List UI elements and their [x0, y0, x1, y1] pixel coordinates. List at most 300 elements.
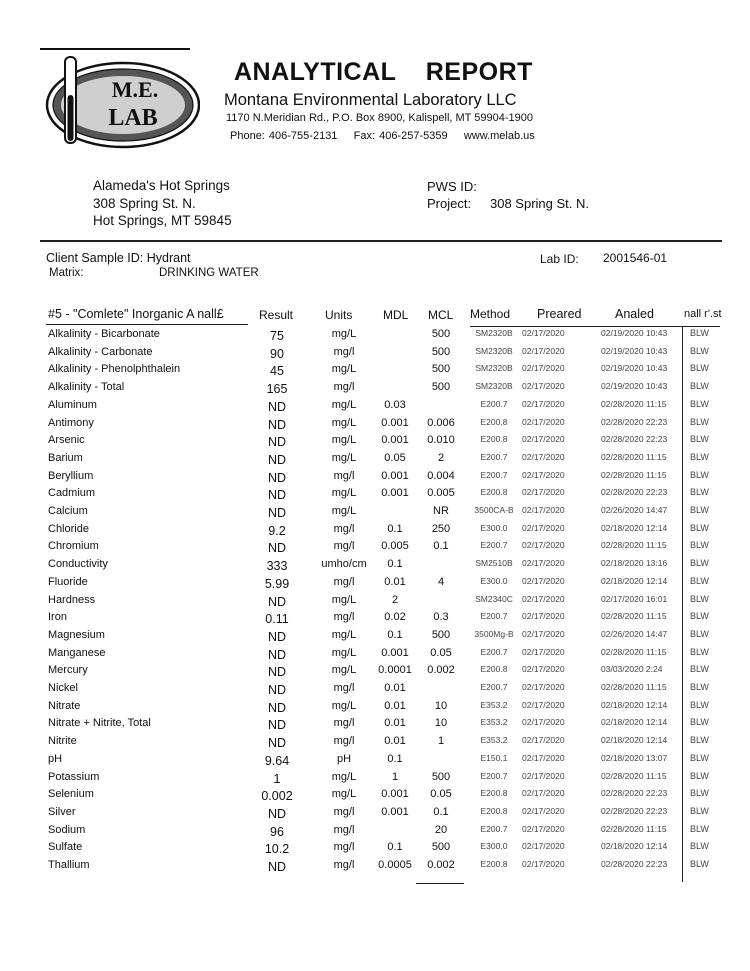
- header-underline: [46, 324, 248, 325]
- prepared-date: 02/17/2020: [522, 434, 565, 445]
- units-value: mg/L: [331, 593, 357, 606]
- result-value: ND: [267, 629, 287, 644]
- units-value: mg/l: [333, 540, 355, 553]
- analyzed-date: 02/26/2020 14:47: [601, 505, 668, 515]
- melab-logo: [38, 55, 200, 150]
- table-row: [0, 858, 750, 876]
- client-sample-id: [46, 251, 191, 265]
- analyte-name: Sodium: [48, 823, 86, 836]
- mcl-value: 0.3: [433, 611, 449, 624]
- analyzed-date: 02/18/2020 12:14: [601, 522, 668, 533]
- analyst-initials: BLW: [690, 540, 709, 551]
- table-row: [0, 752, 750, 770]
- analyzed-date: 02/19/2020 10:43: [601, 381, 668, 392]
- prepared-date: 02/17/2020: [522, 487, 565, 498]
- prepared-date: 02/17/2020: [522, 682, 565, 692]
- mcl-value: 500: [431, 363, 451, 376]
- units-value: mg/L: [331, 434, 357, 447]
- units-value: mg/L: [331, 664, 357, 677]
- analyst-initials: BLW: [690, 841, 709, 852]
- analyte-name: Nickel: [48, 682, 78, 694]
- mcl-value: 500: [431, 345, 451, 358]
- method-value: E200.7: [480, 451, 508, 462]
- table-row: [0, 416, 750, 434]
- method-value: E200.8: [480, 434, 508, 445]
- mcl-value: 500: [431, 770, 451, 783]
- analyzed-date: 02/18/2020 12:14: [601, 699, 668, 710]
- analyte-name: Antimony: [48, 416, 94, 429]
- result-value: ND: [267, 470, 287, 485]
- method-value: SM2320B: [475, 381, 513, 392]
- analyte-name: Sulfate: [48, 841, 83, 854]
- prepared-date: 02/17/2020: [522, 575, 565, 586]
- header-analyzed: Analed: [615, 307, 654, 321]
- analyte-name: Chromium: [48, 540, 99, 553]
- analyte-name: Potassium: [48, 770, 100, 783]
- lab-id-value: 2001546-01: [603, 251, 668, 265]
- mcl-value: 10: [434, 717, 448, 730]
- analyst-initials: BLW: [690, 328, 709, 338]
- prepared-date: 02/17/2020: [522, 363, 565, 374]
- analyte-name: Silver: [48, 805, 76, 818]
- analyzed-date: 02/28/2020 11:15: [601, 398, 667, 409]
- analyte-name: pH: [48, 752, 63, 765]
- table-row: [0, 327, 750, 345]
- result-value: 5.99: [264, 576, 290, 591]
- analyst-initials: BLW: [690, 558, 709, 569]
- units-value: mg/l: [333, 717, 355, 730]
- table-row: [0, 628, 750, 646]
- analyzed-date: 02/28/2020 11:15: [601, 540, 667, 551]
- table-row: [0, 716, 750, 734]
- analyst-initials: BLW: [690, 451, 709, 462]
- prepared-date: 02/17/2020: [522, 593, 565, 604]
- mdl-value: 0.1: [387, 752, 403, 765]
- prepared-date: 02/17/2020: [522, 823, 565, 834]
- analyst-initials: BLW: [690, 398, 709, 409]
- method-value: E300.0: [480, 522, 508, 533]
- mcl-value: 1: [437, 735, 445, 748]
- result-value: ND: [267, 736, 287, 751]
- analyst-initials: BLW: [690, 699, 709, 710]
- units-value: mg/l: [333, 469, 355, 482]
- mcl-value: 0.05: [430, 646, 452, 659]
- analyzed-date: 02/19/2020 10:43: [601, 328, 668, 338]
- analyzed-date: 02/28/2020 22:23: [601, 434, 668, 445]
- units-value: mg/L: [331, 487, 357, 500]
- table-row: [0, 610, 750, 628]
- table-row: [0, 557, 750, 575]
- units-value: umho/cm: [321, 558, 367, 571]
- analyte-name: Magnesium: [48, 628, 105, 641]
- table-row: [0, 699, 750, 717]
- analyst-initials: BLW: [690, 823, 709, 834]
- logo-text-bottom: LAB: [108, 105, 158, 131]
- mcl-value: 0.05: [430, 788, 452, 801]
- table-row: [0, 770, 750, 788]
- prepared-date: 02/17/2020: [522, 770, 565, 781]
- result-value: 0.002: [261, 789, 293, 804]
- units-value: mg/L: [331, 416, 357, 429]
- prepared-date: 02/17/2020: [522, 451, 565, 462]
- prepared-date: 02/17/2020: [522, 735, 565, 746]
- mdl-value: 0.0001: [378, 664, 412, 677]
- header-result: Result: [259, 308, 294, 322]
- analyzed-date: 02/28/2020 22:23: [601, 487, 668, 498]
- method-value: E353.2: [480, 717, 508, 728]
- analyzed-date: 03/03/2020 2:24: [601, 664, 663, 675]
- analyst-initials: BLW: [690, 682, 709, 692]
- analyst-initials: BLW: [690, 805, 709, 816]
- analyte-name: Nitrite: [48, 735, 77, 748]
- analyte-name: Thallium: [48, 859, 90, 871]
- mdl-value: 0.001: [381, 805, 409, 818]
- mdl-value: 0.01: [384, 735, 406, 748]
- section-divider: [40, 240, 722, 242]
- analyst-initials: BLW: [690, 628, 709, 639]
- analyst-initials: BLW: [690, 469, 709, 480]
- client-street: 308 Spring St. N.: [93, 196, 196, 211]
- table-row: [0, 504, 750, 522]
- method-value: E200.8: [480, 859, 508, 869]
- panel-header: #5 - "Comlete" Inorganic A nall£: [48, 307, 224, 321]
- logo-text-top: M.E.: [111, 77, 159, 102]
- units-value: mg/l: [333, 823, 355, 836]
- header-prepared: Preared: [537, 307, 582, 321]
- method-value: E200.7: [480, 611, 508, 622]
- method-value: E200.8: [480, 788, 508, 799]
- analyte-name: Alkalinity - Total: [48, 381, 125, 394]
- result-value: ND: [267, 647, 287, 662]
- analyte-name: Nitrate: [48, 699, 81, 712]
- result-value: ND: [267, 700, 287, 715]
- result-value: 9.2: [268, 523, 286, 538]
- analyst-initials: BLW: [690, 593, 709, 604]
- analyst-initials: BLW: [690, 434, 709, 445]
- table-row: [0, 840, 750, 858]
- method-value: SM2320B: [475, 345, 513, 356]
- table-row: [0, 522, 750, 540]
- analyzed-date: 02/18/2020 13:07: [601, 752, 668, 763]
- method-value: E200.7: [480, 646, 508, 657]
- table-row: [0, 469, 750, 487]
- table-row: [0, 823, 750, 841]
- prepared-date: 02/17/2020: [522, 628, 565, 639]
- table-row: [0, 345, 750, 363]
- units-value: mg/L: [331, 646, 357, 659]
- analyst-initials: BLW: [690, 611, 709, 622]
- analyte-name: Mercury: [48, 664, 88, 677]
- table-row: [0, 362, 750, 380]
- analyst-initials: BLW: [690, 381, 709, 392]
- units-value: mg/l: [333, 381, 355, 394]
- analyzed-date: 02/19/2020 10:43: [601, 363, 668, 374]
- report-title: ANALYTICAL REPORT: [234, 58, 533, 86]
- table-row: [0, 451, 750, 469]
- table-row: [0, 539, 750, 557]
- prepared-date: 02/17/2020: [522, 717, 565, 728]
- prepared-date: 02/17/2020: [522, 699, 565, 710]
- header-analyst: nall r'.st: [684, 308, 722, 320]
- result-value: ND: [267, 594, 287, 609]
- analyzed-date: 02/26/2020 14:47: [601, 628, 668, 639]
- matrix-label: Matrix:: [49, 267, 84, 279]
- analyst-initials: BLW: [690, 505, 709, 515]
- prepared-date: 02/17/2020: [522, 752, 565, 763]
- analyzed-date: 02/28/2020 22:23: [601, 416, 668, 427]
- analyst-initials: BLW: [690, 345, 709, 356]
- method-value: E150.1: [480, 752, 508, 763]
- mcl-value: 0.1: [433, 805, 449, 818]
- header-method: Method: [470, 307, 511, 321]
- units-value: mg/l: [333, 682, 355, 694]
- method-value: E300.0: [480, 575, 508, 586]
- analyst-initials: BLW: [690, 664, 709, 675]
- prepared-date: 02/17/2020: [522, 540, 565, 551]
- result-value: 10.2: [264, 842, 290, 857]
- units-value: mg/L: [331, 363, 357, 376]
- mcl-value: 500: [431, 628, 451, 641]
- mdl-value: 0.001: [381, 487, 409, 500]
- mcl-value: 0.006: [427, 416, 455, 429]
- units-value: mg/l: [333, 841, 355, 854]
- table-row: [0, 805, 750, 823]
- matrix-value: DRINKING WATER: [159, 267, 259, 279]
- company-contact: [230, 130, 535, 142]
- prepared-date: 02/17/2020: [522, 328, 565, 338]
- footer-underline: [416, 883, 464, 884]
- mdl-value: 0.03: [384, 398, 406, 411]
- mcl-value: 0.002: [427, 664, 455, 677]
- company-name: Montana Environmental Laboratory LLC: [224, 91, 517, 109]
- client-name: Alameda's Hot Springs: [93, 178, 230, 193]
- analyst-initials: BLW: [690, 717, 709, 728]
- method-value: SM2320B: [475, 363, 513, 374]
- result-value: ND: [267, 488, 287, 503]
- analyzed-date: 02/28/2020 11:15: [601, 823, 667, 834]
- analyzed-date: 02/28/2020 11:15: [601, 451, 667, 462]
- units-value: mg/l: [333, 735, 355, 748]
- analyte-name: Beryllium: [48, 469, 94, 482]
- result-value: ND: [267, 541, 287, 556]
- website: www.melab.us: [463, 130, 535, 142]
- mcl-value: 0.002: [427, 859, 455, 871]
- result-value: ND: [267, 435, 287, 450]
- method-value: 3500CA-B: [474, 505, 514, 515]
- prepared-date: 02/17/2020: [522, 381, 565, 392]
- analyte-name: Calcium: [48, 505, 88, 517]
- analyzed-date: 02/18/2020 12:14: [601, 575, 668, 586]
- analyzed-date: 02/19/2020 10:43: [601, 345, 668, 356]
- mdl-value: 0.001: [381, 788, 409, 801]
- method-value: E353.2: [480, 699, 508, 710]
- analyzed-date: 02/18/2020 12:14: [601, 735, 668, 746]
- mdl-value: 1: [391, 770, 399, 783]
- client-sample-label: Client Sample ID:: [46, 251, 144, 265]
- analyzed-date: 02/28/2020 11:15: [601, 469, 667, 480]
- prepared-date: 02/17/2020: [522, 558, 565, 569]
- analyst-initials: BLW: [690, 752, 709, 763]
- analyst-initials: BLW: [690, 735, 709, 746]
- project-value: 308 Spring St. N.: [490, 196, 589, 211]
- units-value: mg/l: [333, 611, 355, 624]
- table-row: [0, 575, 750, 593]
- analyzed-date: 02/28/2020 22:23: [601, 788, 668, 799]
- result-value: ND: [267, 718, 287, 733]
- method-value: E200.7: [480, 398, 508, 409]
- result-value: 45: [270, 364, 284, 379]
- analyst-initials: BLW: [690, 859, 709, 869]
- method-value: E200.7: [480, 682, 508, 692]
- units-value: mg/l: [333, 859, 355, 871]
- prepared-date: 02/17/2020: [522, 345, 565, 356]
- method-value: E200.8: [480, 664, 508, 675]
- prepared-date: 02/17/2020: [522, 664, 565, 675]
- method-value: E200.7: [480, 469, 508, 480]
- units-value: mg/l: [333, 805, 355, 818]
- prepared-date: 02/17/2020: [522, 469, 565, 480]
- result-value: 9.64: [264, 753, 290, 768]
- mdl-value: 0.001: [381, 469, 409, 482]
- analyte-name: Alkalinity - Bicarbonate: [48, 328, 160, 340]
- analyzed-date: 02/28/2020 11:15: [601, 682, 667, 692]
- method-value: E200.8: [480, 416, 508, 427]
- mcl-value: 500: [431, 328, 451, 340]
- table-row: [0, 787, 750, 805]
- mdl-value: 0.05: [384, 451, 406, 464]
- method-value: E200.7: [480, 823, 508, 834]
- header-mcl: MCL: [428, 308, 454, 322]
- prepared-date: 02/17/2020: [522, 522, 565, 533]
- phone: Phone: 406-755-2131: [230, 130, 338, 142]
- units-value: mg/L: [331, 628, 357, 641]
- analyzed-date: 02/18/2020 13:16: [601, 558, 668, 569]
- result-value: ND: [267, 683, 287, 697]
- table-row: [0, 433, 750, 451]
- analyzed-date: 02/28/2020 11:15: [601, 611, 667, 622]
- method-value: E200.8: [480, 487, 508, 498]
- prepared-date: 02/17/2020: [522, 841, 565, 852]
- mdl-value: 0.001: [381, 646, 409, 659]
- analyzed-date: 02/28/2020 22:23: [601, 859, 668, 869]
- analyte-name: Barium: [48, 451, 83, 464]
- analyte-name: Hardness: [48, 593, 96, 606]
- result-value: ND: [267, 860, 287, 874]
- analyst-initials: BLW: [690, 416, 709, 427]
- analyzed-date: 02/28/2020 11:15: [601, 770, 667, 781]
- result-value: ND: [267, 452, 287, 467]
- mcl-value: 0.004: [427, 469, 455, 482]
- mdl-value: 2: [391, 593, 399, 606]
- table-row: [0, 646, 750, 664]
- mcl-value: 0.005: [427, 487, 455, 500]
- prepared-date: 02/17/2020: [522, 505, 565, 515]
- mcl-value: 20: [434, 823, 448, 836]
- analyte-name: Fluoride: [48, 575, 88, 588]
- units-value: mg/L: [331, 398, 357, 411]
- prepared-date: 02/17/2020: [522, 788, 565, 799]
- mcl-value: 0.010: [427, 434, 455, 447]
- units-value: pH: [336, 752, 352, 765]
- method-value: E200.8: [480, 805, 508, 816]
- analyte-name: Cadmium: [48, 487, 96, 500]
- mdl-value: 0.01: [384, 699, 406, 712]
- method-value: E300.0: [480, 841, 508, 852]
- analyst-initials: BLW: [690, 575, 709, 586]
- logo-top-rule: [40, 48, 190, 50]
- analyte-name: Chloride: [48, 522, 89, 535]
- analyte-name: Manganese: [48, 646, 106, 659]
- result-value: ND: [267, 806, 287, 821]
- mcl-value: 500: [431, 841, 451, 854]
- analyte-name: Nitrate + Nitrite, Total: [48, 717, 151, 730]
- company-address: 1170 N.Meridian Rd., P.O. Box 8900, Kalispell, MT 59904-1900: [226, 112, 533, 124]
- method-value: SM2510B: [475, 558, 513, 569]
- prepared-date: 02/17/2020: [522, 416, 565, 427]
- fax: Fax: 406-257-5359: [353, 130, 448, 142]
- analyte-name: Arsenic: [48, 434, 85, 447]
- analyte-name: Alkalinity - Phenolphthalein: [48, 363, 181, 376]
- lab-id-label: Lab ID:: [540, 252, 579, 266]
- mcl-value: 250: [431, 522, 451, 535]
- pws-label: PWS ID:: [427, 179, 477, 194]
- mdl-value: 0.001: [381, 434, 409, 447]
- result-value: ND: [267, 399, 287, 414]
- mcl-value: NR: [433, 505, 449, 517]
- analyzed-date: 02/17/2020 16:01: [601, 593, 668, 604]
- analyst-initials: BLW: [690, 646, 709, 657]
- result-value: ND: [267, 506, 287, 520]
- table-row: [0, 593, 750, 611]
- pws-id: [427, 179, 477, 194]
- units-value: mg/L: [331, 505, 357, 517]
- analyzed-date: 02/18/2020 12:14: [601, 717, 668, 728]
- table-row: [0, 663, 750, 681]
- table-row: [0, 681, 750, 699]
- mdl-value: 0.02: [384, 611, 406, 624]
- mdl-value: 0.01: [384, 682, 406, 694]
- units-value: mg/L: [331, 770, 357, 783]
- result-value: 0.11: [265, 612, 289, 627]
- units-value: mg/L: [331, 788, 357, 801]
- header-units: Units: [325, 308, 353, 322]
- analyst-initials: BLW: [690, 788, 709, 799]
- result-value: 90: [270, 346, 284, 361]
- mdl-value: 0.01: [384, 575, 406, 588]
- header-mdl: MDL: [383, 308, 409, 322]
- analyzed-date: 02/28/2020 22:23: [601, 805, 668, 816]
- prepared-date: 02/17/2020: [522, 646, 565, 657]
- mcl-value: 2: [437, 451, 445, 464]
- method-value: E200.7: [480, 770, 508, 781]
- analyte-name: Alkalinity - Carbonate: [48, 345, 153, 358]
- method-value: SM2320B: [475, 328, 513, 338]
- analyte-name: Aluminum: [48, 398, 97, 411]
- method-value: SM2340C: [475, 593, 513, 604]
- analyzed-date: 02/28/2020 11:15: [601, 646, 667, 657]
- result-value: 165: [266, 382, 288, 397]
- analyst-initials: BLW: [690, 522, 709, 533]
- analyst-initials: BLW: [690, 770, 709, 781]
- prepared-date: 02/17/2020: [522, 805, 565, 816]
- prepared-date: 02/17/2020: [522, 398, 565, 409]
- mdl-value: 0.1: [387, 522, 403, 535]
- result-value: ND: [267, 417, 287, 432]
- analyte-name: Iron: [48, 611, 67, 624]
- mdl-value: 0.0005: [378, 859, 412, 871]
- result-value: 1: [273, 771, 281, 786]
- result-value: 333: [266, 559, 288, 574]
